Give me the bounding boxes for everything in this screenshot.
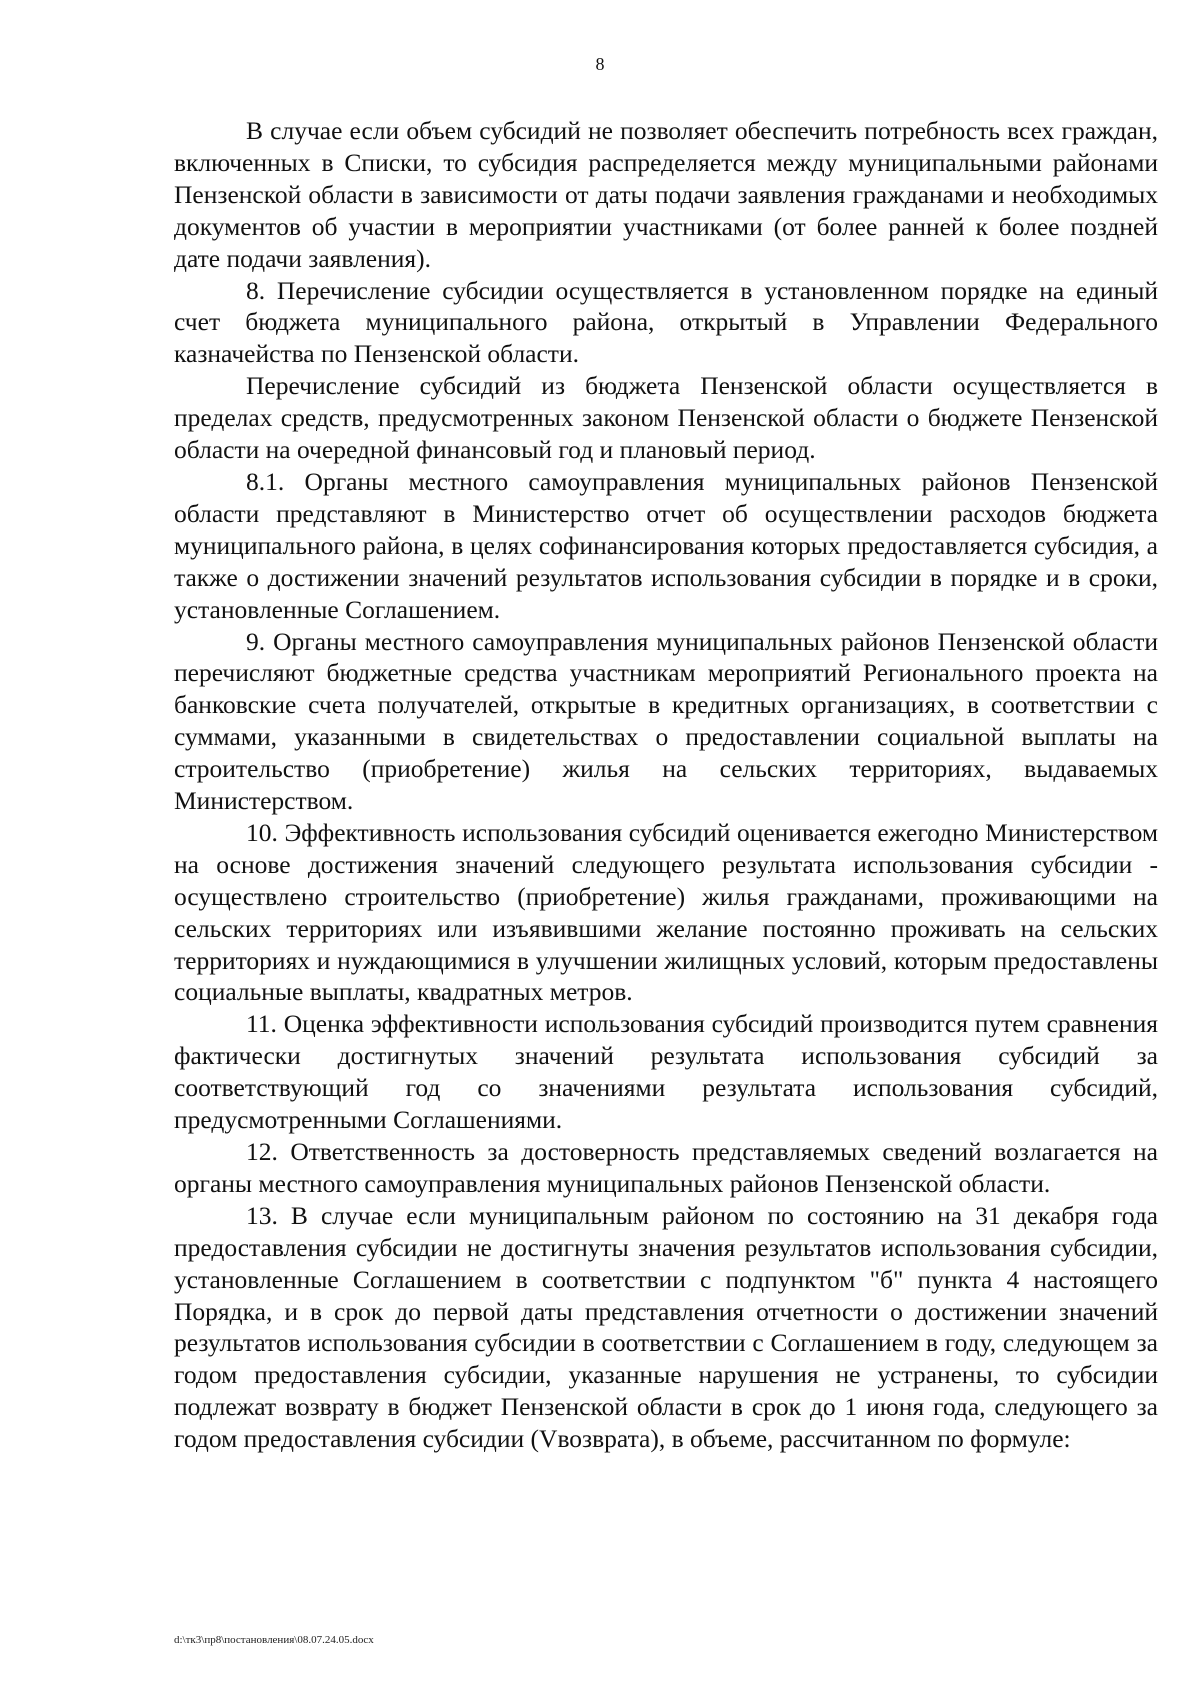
paragraph-item-13: 13. В случае если муниципальным районом по состоянию на 31 декабря года предоставления субсидии не достигнуты значения результатов использования субсидии, установленные Соглашением в соответствии с подпунктом "б" пункта 4 настоящего Порядка, и в срок до первой даты представления отчетности о достижении значений результатов использования субсидии в соответствии с Соглашением в году, следующем за годом предоставления субсидии, указанные нарушения не устранены, то субсидии подлежат возврату в бюджет Пензенской области в срок до 1 июня года, следующего за годом предоставления субсидии (Vвозврата), в объеме, рассчитанном по формуле: [174, 1200, 1158, 1454]
paragraph-item-8-transfer: Перечисление субсидий из бюджета Пензенской области осуществляется в пределах средств, предусмотренных законом Пензенской области о бюджете Пензенской области на очередной финансовый год и плановый период. [174, 371, 1158, 465]
paragraph-item-10: 10. Эффективность использования субсидий оценивается ежегодно Министерством на основе достижения значений следующего результата использования субсидии - осуществлено строительство (приобретение) жилья гражданами, проживающими на сельских территориях или изъявившими желание постоянно проживать на сельских территориях и нуждающимися в улучшении жилищных условий, которым предоставлены социальные выплаты, квадратных метров. [174, 817, 1158, 1007]
paragraph-item-8-1: 8.1. Органы местного самоуправления муниципальных районов Пензенской области представляют в Министерство отчет об осуществлении расходов бюджета муниципального района, в целях софинансирования которых предоставляется субсидия, а также о достижении значений результатов использования субсидии в порядке и в сроки, установленные Соглашением. [174, 466, 1158, 624]
footer-file-path: d:\тк3\пр8\постановления\08.07.24.05.docx [174, 1634, 374, 1646]
paragraph-item-12: 12. Ответственность за достоверность представляемых сведений возлагается на органы местного самоуправления муниципальных районов Пензенской области. [174, 1137, 1158, 1198]
paragraph-item-9: 9. Органы местного самоуправления муниципальных районов Пензенской области перечисляют бюджетные средства участникам мероприятий Регионального проекта на банковские счета получателей, открытые в кредитных организациях, в соответствии с суммами, указанными в свидетельствах о предоставлении социальной выплаты на строительство (приобретение) жилья на сельских территориях, выдаваемых Министерством. [174, 626, 1158, 816]
paragraph-subsidy-distribution: В случае если объем субсидий не позволяет обеспечить потребность всех граждан, включенных в Списки, то субсидия распределяется между муниципальными районами Пензенской области в зависимости от даты подачи заявления гражданами и необходимых документов об участии в мероприятии участниками (от более ранней к более поздней дате подачи заявления). [174, 116, 1158, 273]
page-number: 8 [595, 54, 605, 74]
paragraph-item-8: 8. Перечисление субсидии осуществляется в установленном порядке на единый счет бюджета муниципального района, открытый в Управлении Федерального казначейства по Пензенской области. [174, 275, 1158, 369]
paragraph-item-11: 11. Оценка эффективности использования субсидий производится путем сравнения фактически достигнутых значений результата использования субсидий за соответствующий год со значениями результата использования субсидий, предусмотренными Соглашениями. [174, 1009, 1158, 1135]
document-body [174, 115, 1158, 1455]
